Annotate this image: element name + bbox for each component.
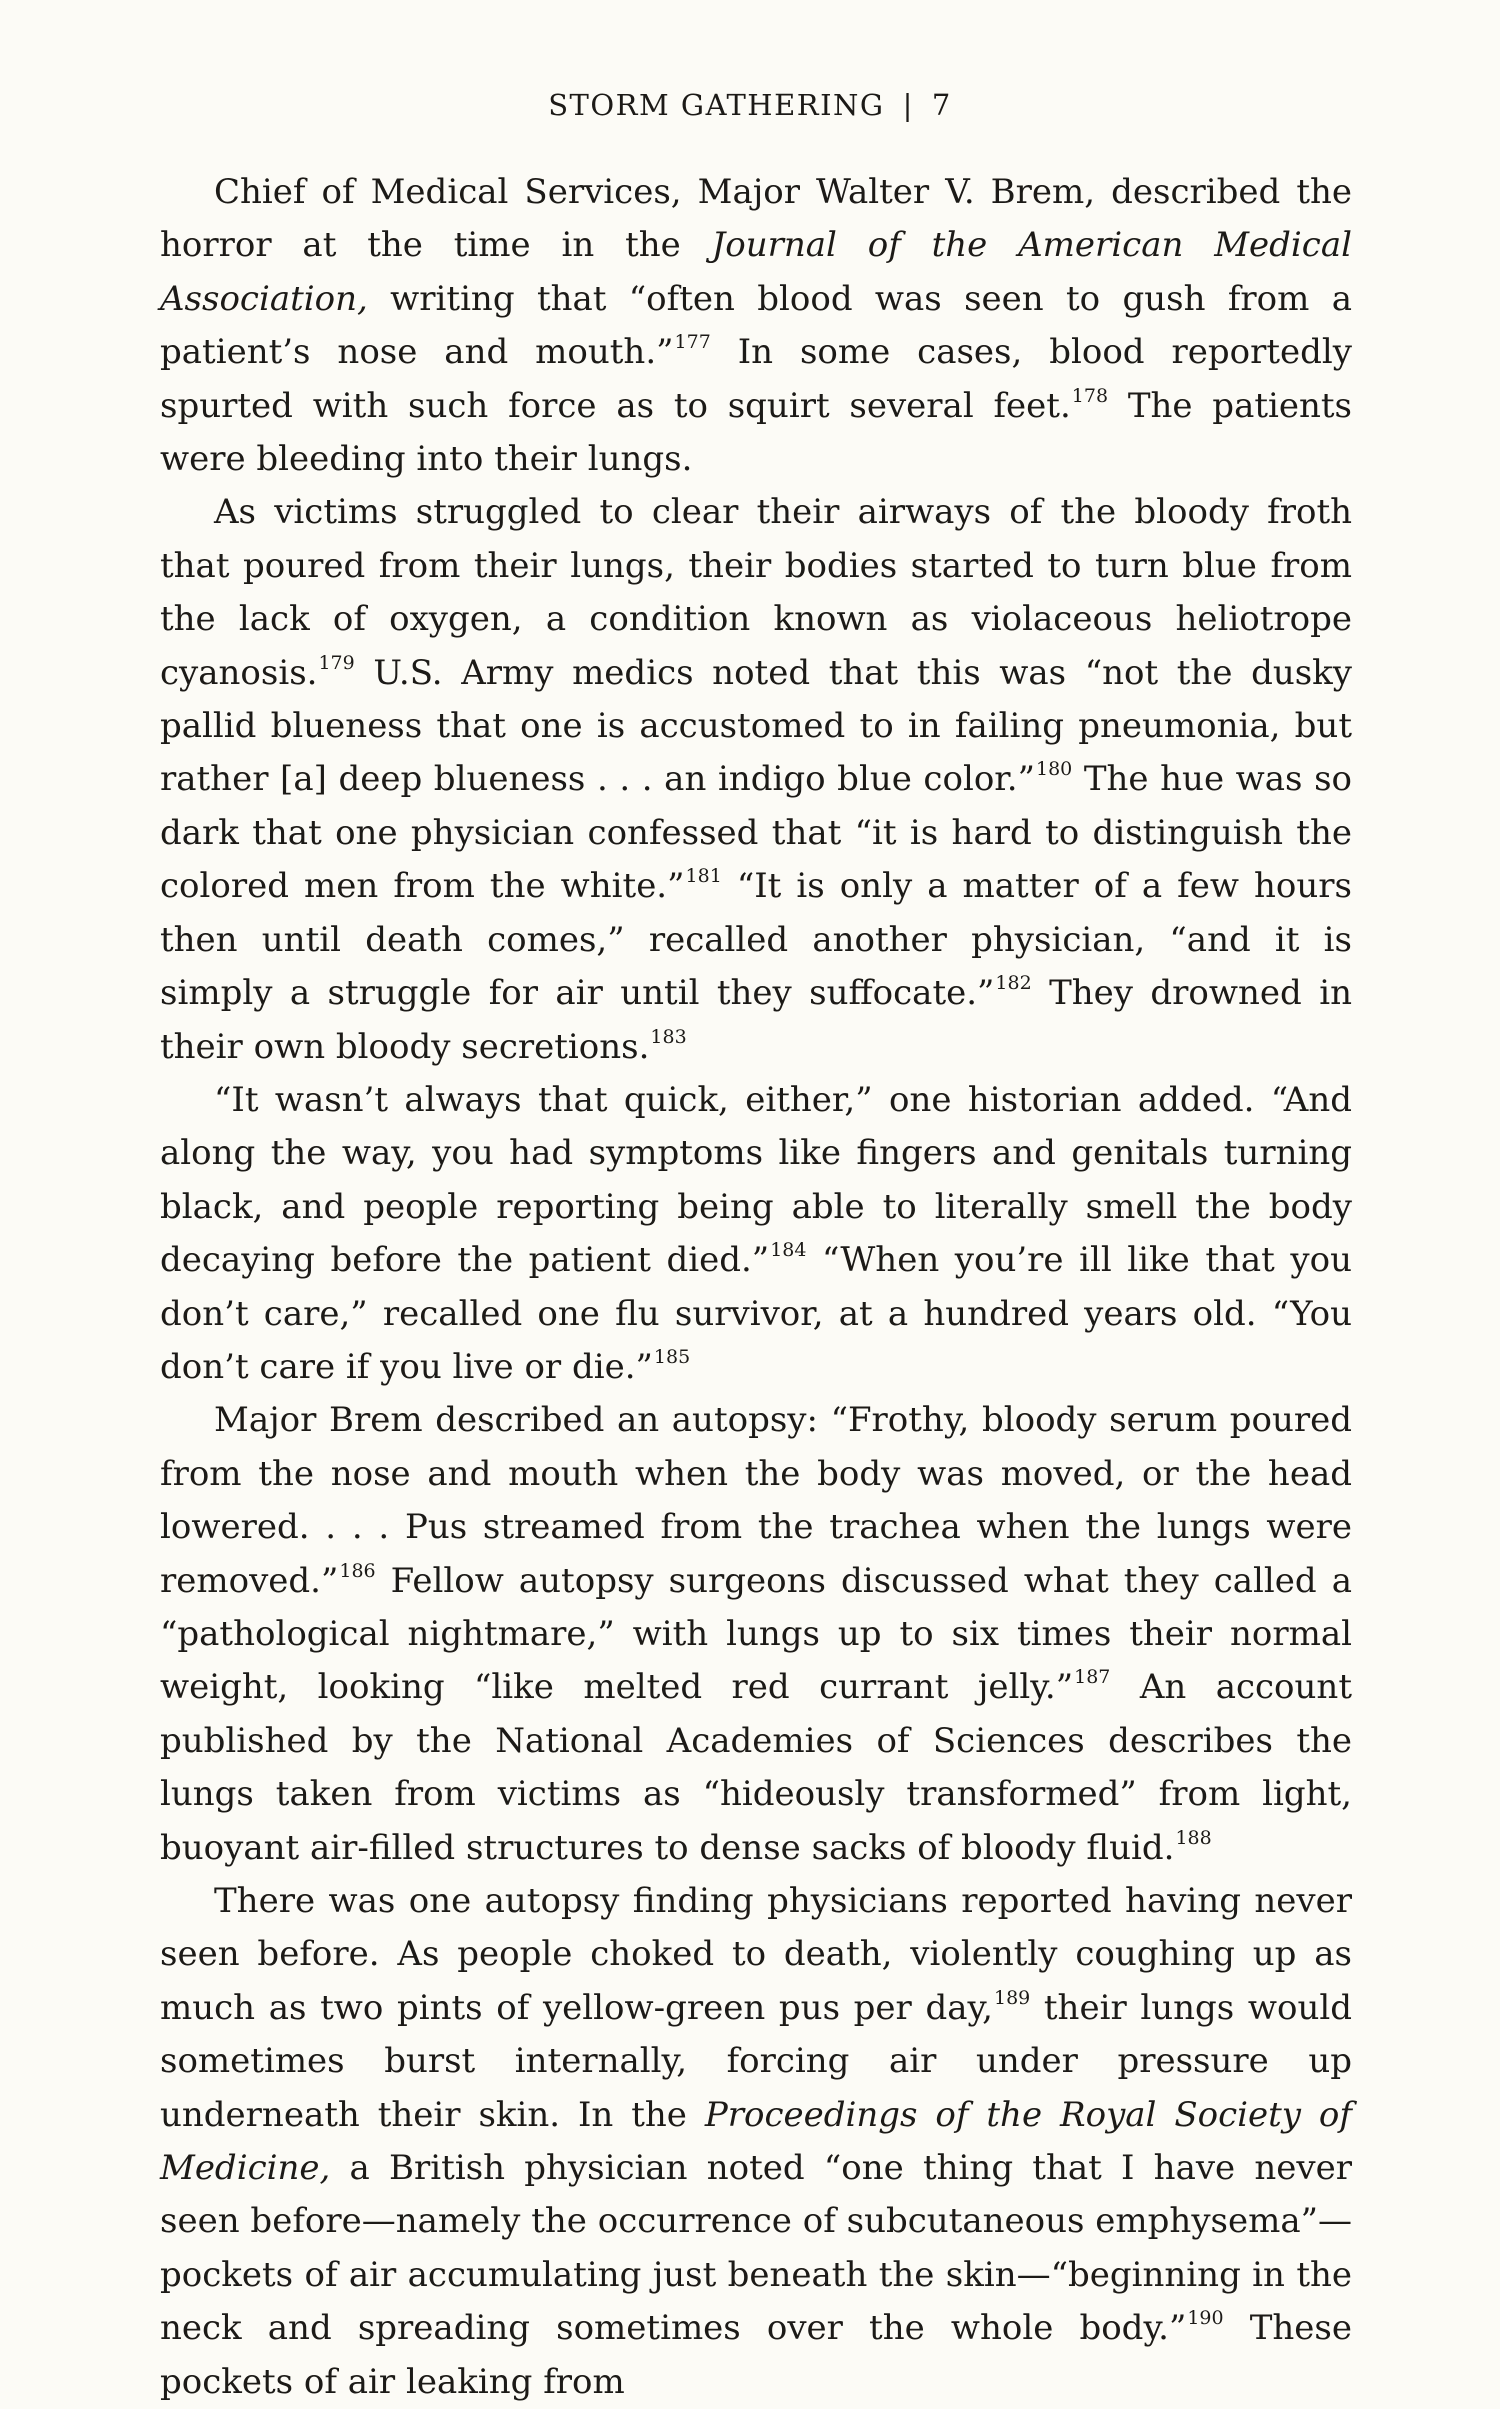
paragraph-5 [160,1875,1352,2409]
body-text [160,166,1352,2409]
text-run: There was one autopsy finding physicians reported having never seen before. As people choked to death, violently coughing up as much as two pints of yellow-green pus per day, [160,1881,1352,2028]
text-run: The patients were bleeding into their lungs. [160,385,1353,480]
footnote-ref-177: 177 [674,331,711,354]
footnote-ref-180: 180 [1036,758,1073,781]
footnote-ref-181: 181 [685,865,722,888]
footnote-ref-179: 179 [318,651,355,674]
journal-title: Proceedings of the Royal Society of Medicine, [160,2094,1352,2189]
text-run: U.S. Army medics noted that this was “not the dusky pallid blueness that one is accustomed to in failing pneumonia, but rather [a] deep blueness . . . an indigo blue color.” [160,652,1352,800]
footnote-ref-182: 182 [995,972,1032,995]
running-head-separator: | [902,88,914,122]
paragraph-1 [160,166,1352,486]
page-number: 7 [931,88,952,122]
running-head-title: STORM GATHERING [548,88,885,122]
running-head [0,88,1500,122]
footnote-ref-183: 183 [650,1025,687,1048]
text-run: their lungs would sometimes burst internally, forcing air under pressure up underneath their skin. In the [160,1987,1352,2135]
text-run: writing that “often blood was seen to gush from a patient’s nose and mouth.” [160,278,1352,373]
text-run: Chief of Medical Services, Major Walter V. Brem, described the horror at the time in the [160,172,1352,266]
text-run: An account published by the National Academies of Sciences describes the lungs taken from victims as “hideously transformed” from light, buoyant air-filled structures to dense sacks of bloody fluid. [160,1667,1352,1868]
text-run: Fellow autopsy surgeons discussed what they called a “pathological nightmare,” with lungs up to six times their normal weight, looking “like melted red currant jelly.” [160,1560,1352,1708]
text-run: They drowned in their own bloody secretions. [160,973,1352,1067]
paragraph-2 [160,486,1352,1073]
text-run: “It is only a matter of a few hours then until death comes,” recalled another physician, “and it is simply a struggle for air until they suffocate.” [160,866,1352,1014]
text-run: “It wasn’t always that quick, either,” one historian added. “And along the way, you had symptoms like fingers and genitals turning black, and people reporting being able to literally smell the body decaying before the patient died.” [160,1079,1352,1281]
footnote-ref-190: 190 [1187,2307,1224,2330]
footnote-ref-185: 185 [653,1345,691,1368]
paragraph-4 [160,1394,1352,1875]
footnote-ref-178: 178 [1071,384,1109,407]
footnote-ref-184: 184 [770,1239,807,1262]
footnote-ref-188: 188 [1175,1826,1212,1849]
text-run: Major Brem described an autopsy: “Frothy, bloody serum poured from the nose and mouth when the body was moved, or the head lowered. . . . Pus streamed from the trachea when the lungs were removed.” [160,1400,1352,1601]
text-run: a British physician noted “one thing that I have never seen before—namely the occurrence of subcutaneous emphysema”—pockets of air accumulating just beneath the skin—“beginning in the neck and spreading sometimes over the whole body.” [160,2148,1352,2349]
text-run: As victims struggled to clear their airways of the bloody froth that poured from their lungs, their bodies started to turn blue from the lack of oxygen, a condition known as violaceous heliotrope cyanosis. [160,492,1352,693]
text-run: “When you’re ill like that you don’t care,” recalled one flu survivor, at a hundred years old. “You don’t care if you live or die.” [160,1240,1352,1387]
footnote-ref-189: 189 [993,1986,1031,2009]
journal-title: Journal of the American Medical Association, [160,225,1352,319]
footnote-ref-187: 187 [1074,1666,1111,1689]
footnote-ref-186: 186 [339,1559,376,1582]
text-run: These pockets of air leaking from [160,2308,1352,2402]
text-run: The hue was so dark that one physician confessed that “it is hard to distinguish the colored men from the white.” [160,759,1352,907]
paragraph-3 [160,1074,1352,1394]
text-run: In some cases, blood reportedly spurted with such force as to squirt several feet. [160,332,1352,426]
